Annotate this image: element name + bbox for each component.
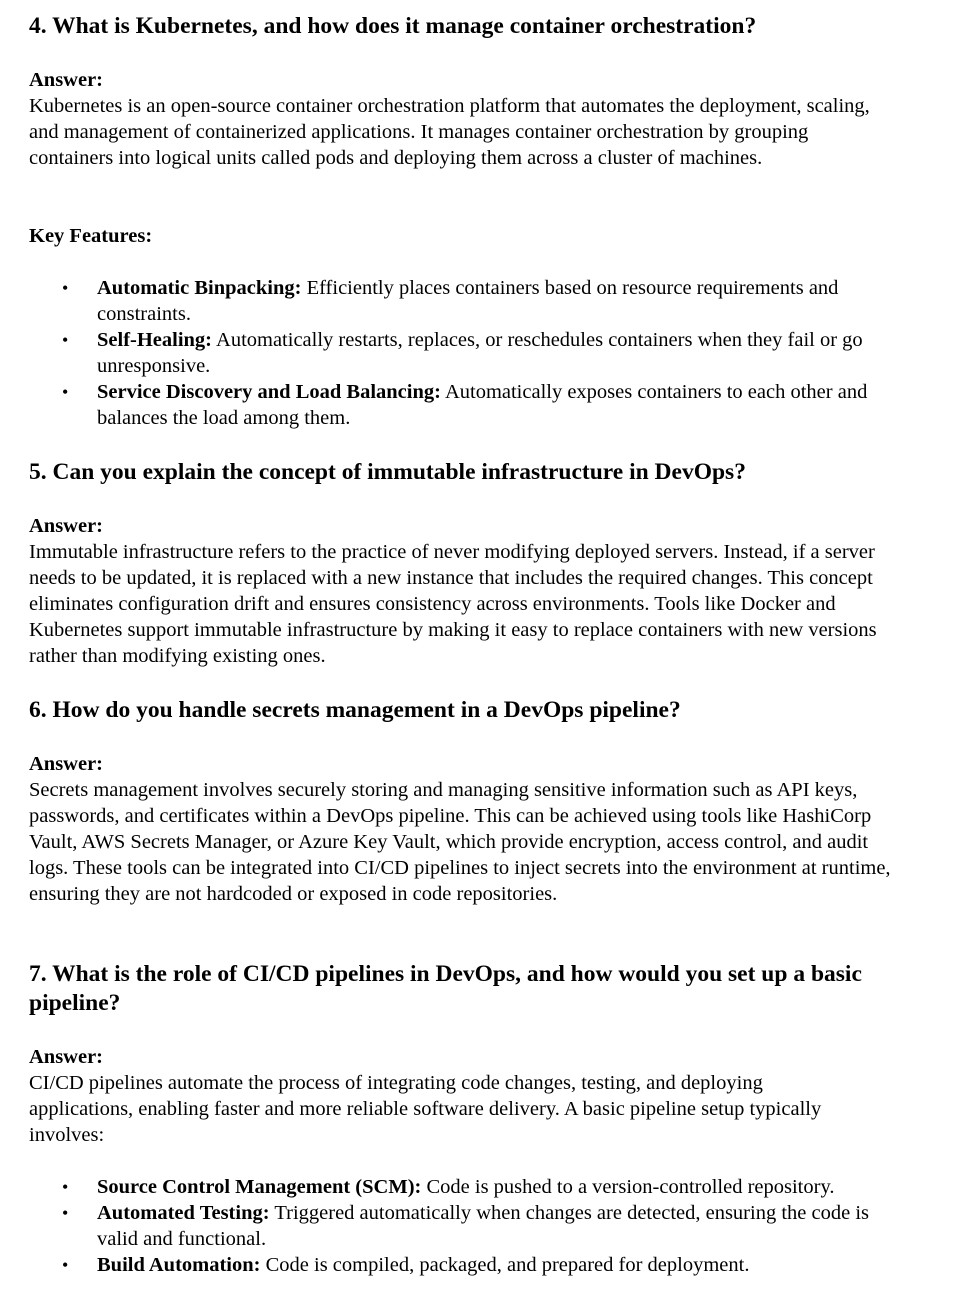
answer-text: Kubernetes is an open-source container orchestration platform that automates the deployment, scaling, and management of containerized applications. It manages container orchestration by grouping containers into logical units called pods and deploying them across a cluster of machines. (29, 95, 870, 169)
bullet-icon: • (62, 278, 69, 298)
pipeline-step-list (29, 1174, 899, 1278)
item-text: Triggered automatically when changes are detected, ensuring the code is valid and functional. (97, 1202, 869, 1250)
answer-text: Secrets management involves securely storing and managing sensitive information such as API keys, passwords, and certificates within a DevOps pipeline. This can be achieved using tools like HashiCorp Vault, AWS Secrets Manager, or Azure Key Vault, which provide encryption, access control, and audit logs. These tools can be integrated into CI/CD pipelines to inject secrets into the environment at runtime, ensuring they are not hardcoded or exposed in code repositories. (29, 779, 891, 905)
feature-list (29, 275, 899, 431)
question-heading: 7. What is the role of CI/CD pipelines in DevOps, and how would you set up a basic pipeline? (29, 961, 862, 1016)
bullet-icon: • (62, 382, 69, 402)
item-term: Source Control Management (SCM): (97, 1176, 422, 1198)
bullet-icon: • (62, 330, 69, 350)
item-term: Automated Testing: (97, 1202, 270, 1224)
bullet-icon: • (62, 1177, 69, 1197)
answer-label: Answer: (29, 753, 104, 775)
question-heading: 4. What is Kubernetes, and how does it manage container orchestration? (29, 13, 757, 39)
item-text: Automatically exposes containers to each other and balances the load among them. (97, 381, 868, 429)
list-item (29, 379, 899, 431)
item-term: Self-Healing: (97, 329, 213, 351)
item-term: Automatic Binpacking: (97, 277, 302, 299)
item-text: Code is pushed to a version-controlled repository. (426, 1176, 835, 1198)
answer-text: CI/CD pipelines automate the process of integrating code changes, testing, and deploying applications, enabling faster and more reliable software delivery. A basic pipeline setup typically involves: (29, 1072, 822, 1146)
list-item (29, 1200, 899, 1252)
answer-label: Answer: (29, 1046, 104, 1068)
list-item (29, 275, 899, 327)
item-text: Automatically restarts, replaces, or reschedules containers when they fail or go unresponsive. (97, 329, 863, 377)
bullet-icon: • (62, 1203, 69, 1223)
list-item (29, 1252, 899, 1278)
item-text: Code is compiled, packaged, and prepared for deployment. (265, 1254, 750, 1276)
answer-label: Answer: (29, 515, 104, 537)
answer-label: Answer: (29, 69, 104, 91)
answer-text: Immutable infrastructure refers to the practice of never modifying deployed servers. Instead, if a server needs to be updated, it is replaced with a new instance that includes the required changes. This concept eliminates configuration drift and ensures consistency across environments. Tools like Docker and Kubernetes support immutable infrastructure by making it easy to replace containers with new versions rather than modifying existing ones. (29, 541, 877, 667)
item-term: Build Automation: (97, 1254, 261, 1276)
list-item (29, 1174, 899, 1200)
question-heading: 5. Can you explain the concept of immutable infrastructure in DevOps? (29, 459, 746, 485)
question-heading: 6. How do you handle secrets management in a DevOps pipeline? (29, 697, 681, 723)
bullet-icon: • (62, 1255, 69, 1275)
list-item (29, 327, 899, 379)
key-features-heading: Key Features: (29, 225, 153, 247)
item-text: Efficiently places containers based on resource requirements and constraints. (97, 277, 839, 325)
item-term: Service Discovery and Load Balancing: (97, 381, 441, 403)
